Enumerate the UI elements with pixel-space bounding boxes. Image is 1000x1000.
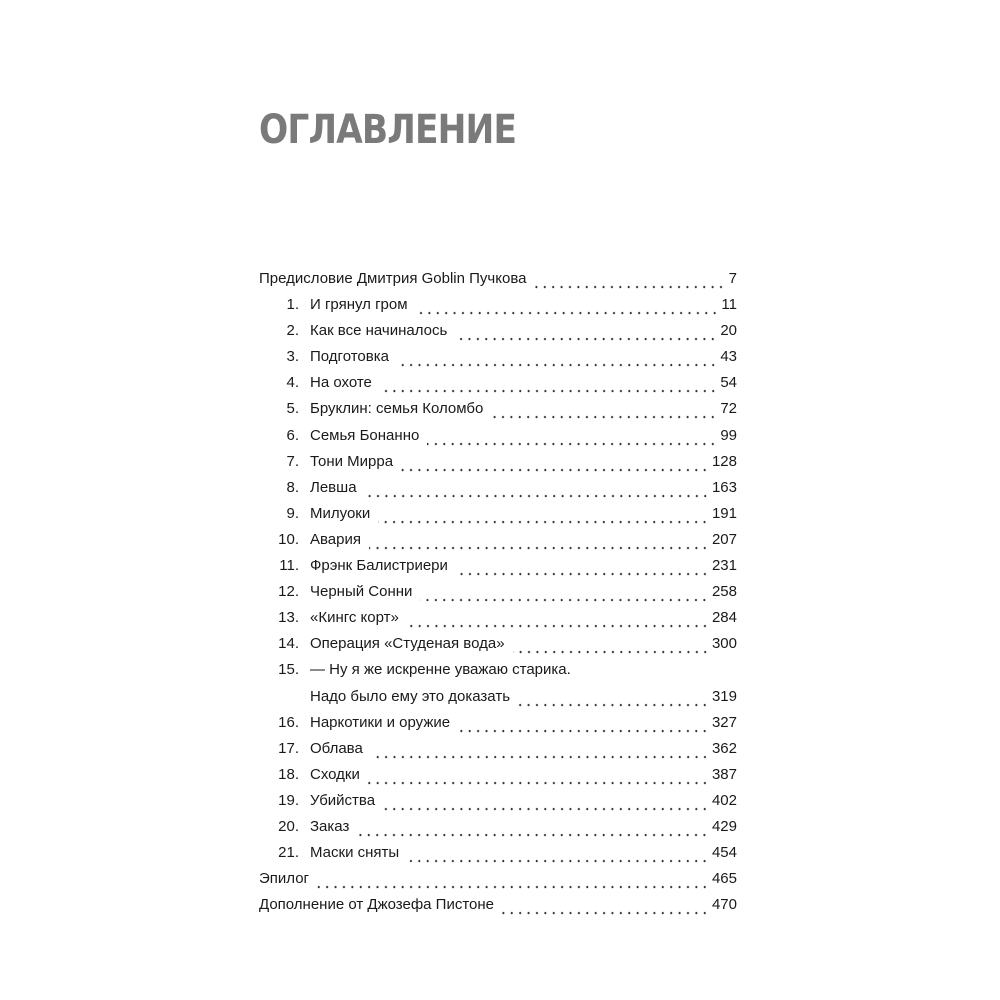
dot-leader (420, 579, 709, 605)
toc-entry-page: 327 (711, 713, 737, 731)
toc-entry-title: И грянул гром (310, 296, 408, 314)
toc-entry-number: 21. (278, 844, 299, 862)
toc-entry-chapter-16 (259, 710, 737, 736)
dot-leader (365, 475, 709, 501)
toc-entry-title: Операция «Студеная вода» (310, 635, 505, 653)
toc-entry-number: 8. (286, 478, 299, 496)
toc-entry-number: 13. (278, 609, 299, 627)
toc-entry-title: Предисловие Дмитрия Goblin Пучкова (259, 270, 527, 287)
toc-entry-chapter-5 (259, 396, 737, 422)
dot-leader (357, 814, 709, 840)
toc-entry-page: 402 (711, 791, 737, 809)
toc-entry-title: Подготовка (310, 348, 389, 366)
toc-entry-page: 207 (711, 530, 737, 548)
toc-entry-number: 9. (286, 504, 299, 522)
toc-entry-chapter-19 (259, 788, 737, 814)
dot-leader (456, 553, 709, 579)
toc-entry-chapter-10 (259, 527, 737, 553)
toc-entry-page: 43 (720, 348, 737, 366)
toc-entry-number: 19. (278, 791, 299, 809)
toc-entry-chapter-21 (259, 840, 737, 866)
toc-entry-page: 128 (711, 452, 737, 470)
toc-entry-chapter-15-line-2 (259, 684, 737, 710)
toc-entry-title: Облава (310, 739, 363, 757)
toc-entry-preface (259, 266, 737, 292)
toc-entry-page: 319 (711, 687, 737, 705)
page-title: ОГЛАВЛЕНИЕ (259, 107, 517, 153)
toc-entry-page: 300 (711, 635, 737, 653)
toc-entry-number: 20. (278, 817, 299, 835)
toc-entry-title: Черный Сонни (310, 583, 413, 601)
dot-leader (534, 266, 725, 292)
dot-leader (369, 527, 709, 553)
toc-entry-chapter-11 (259, 553, 737, 579)
toc-entry-page: 454 (711, 844, 737, 862)
toc-entry-number: 18. (278, 765, 299, 783)
toc-entry-chapter-12 (259, 579, 737, 605)
toc-entry-chapter-13 (259, 605, 737, 631)
toc-entry-title: «Кингс корт» (310, 609, 399, 627)
dot-leader (317, 866, 709, 892)
toc-entry-number: 17. (278, 739, 299, 757)
toc-entry-chapter-7 (259, 449, 737, 475)
toc-entry-page: 258 (711, 583, 737, 601)
toc-entry-title: Тони Мирра (310, 452, 394, 470)
toc-entry-title-line-1: — Ну я же искренне уважаю старика. (310, 661, 571, 679)
toc-entry-number: 2. (286, 322, 299, 340)
toc-entry-number: 6. (286, 426, 299, 444)
dot-leader (502, 892, 709, 918)
toc-entry-title: Дополнение от Джозефа Пистоне (259, 896, 495, 914)
toc-entry-title: На охоте (310, 374, 372, 392)
toc-entry-chapter-20 (259, 814, 737, 840)
toc-entry-page: 99 (720, 426, 737, 444)
toc-entry-number: 12. (278, 583, 299, 601)
toc-entry-title: Авария (310, 530, 361, 548)
dot-leader (458, 710, 709, 736)
toc-entry-number: 15. (278, 661, 299, 679)
dot-leader (427, 423, 717, 449)
toc-entry-page: 163 (711, 478, 737, 496)
toc-entry-chapter-8 (259, 475, 737, 501)
table-of-contents (259, 266, 737, 918)
toc-entry-chapter-14 (259, 631, 737, 657)
toc-entry-number: 10. (278, 530, 299, 548)
toc-entry-chapter-15-line-1 (259, 657, 737, 683)
toc-entry-title: Фрэнк Балистриери (310, 557, 448, 575)
toc-entry-page: 284 (711, 609, 737, 627)
toc-entry-title: Бруклин: семья Коломбо (310, 400, 484, 418)
dot-leader (491, 396, 717, 422)
dot-leader (368, 762, 709, 788)
toc-entry-page: 72 (720, 400, 737, 418)
toc-entry-page: 465 (711, 870, 737, 888)
toc-entry-title: Убийства (310, 791, 376, 809)
toc-entry-number: 5. (286, 400, 299, 418)
dot-leader (513, 631, 709, 657)
toc-entry-page: 7 (728, 270, 737, 287)
dot-leader (380, 370, 717, 396)
toc-entry-page: 231 (711, 557, 737, 575)
dot-leader (518, 684, 709, 710)
toc-entry-number: 11. (279, 557, 299, 575)
toc-entry-page: 20 (720, 322, 737, 340)
toc-entry-number: 4. (286, 374, 299, 392)
toc-entry-page: 11 (721, 296, 737, 314)
toc-entry-chapter-6 (259, 423, 737, 449)
toc-entry-title: Надо было ему это доказать (310, 687, 511, 705)
toc-entry-title: Семья Бонанно (310, 426, 420, 444)
toc-entry-page: 387 (711, 765, 737, 783)
dot-leader (378, 501, 709, 527)
toc-entry-page: 191 (711, 504, 737, 522)
toc-entry-page: 470 (711, 896, 737, 914)
toc-entry-title: Маски сняты (310, 844, 400, 862)
dot-leader (371, 736, 709, 762)
toc-entry-addendum (259, 892, 737, 918)
dot-leader (416, 292, 719, 318)
toc-entry-title: Милуоки (310, 504, 371, 522)
toc-entry-chapter-4 (259, 370, 737, 396)
toc-entry-chapter-18 (259, 762, 737, 788)
toc-entry-title: Как все начиналось (310, 322, 448, 340)
dot-leader (407, 840, 709, 866)
toc-entry-number: 16. (278, 713, 299, 731)
toc-entry-title: Сходки (310, 765, 360, 783)
toc-entry-page: 362 (711, 739, 737, 757)
dot-leader (407, 605, 709, 631)
toc-entry-epilogue (259, 866, 737, 892)
toc-entry-page: 429 (711, 817, 737, 835)
toc-entry-title: Заказ (310, 817, 350, 835)
toc-entry-title: Эпилог (259, 870, 310, 888)
toc-entry-page: 54 (720, 374, 737, 392)
toc-entry-chapter-1 (259, 292, 737, 318)
toc-entry-title: Левша (310, 478, 357, 496)
toc-entry-chapter-3 (259, 344, 737, 370)
toc-entry-number: 14. (278, 635, 299, 653)
toc-entry-number: 3. (286, 348, 299, 366)
dot-leader (401, 449, 709, 475)
toc-entry-chapter-2 (259, 318, 737, 344)
toc-entry-title: Наркотики и оружие (310, 713, 451, 731)
toc-entry-number: 1. (286, 296, 299, 314)
toc-entry-chapter-17 (259, 736, 737, 762)
dot-leader (383, 788, 709, 814)
dot-leader (455, 318, 717, 344)
dot-leader (397, 344, 717, 370)
toc-entry-number: 7. (286, 452, 299, 470)
toc-entry-chapter-9 (259, 501, 737, 527)
